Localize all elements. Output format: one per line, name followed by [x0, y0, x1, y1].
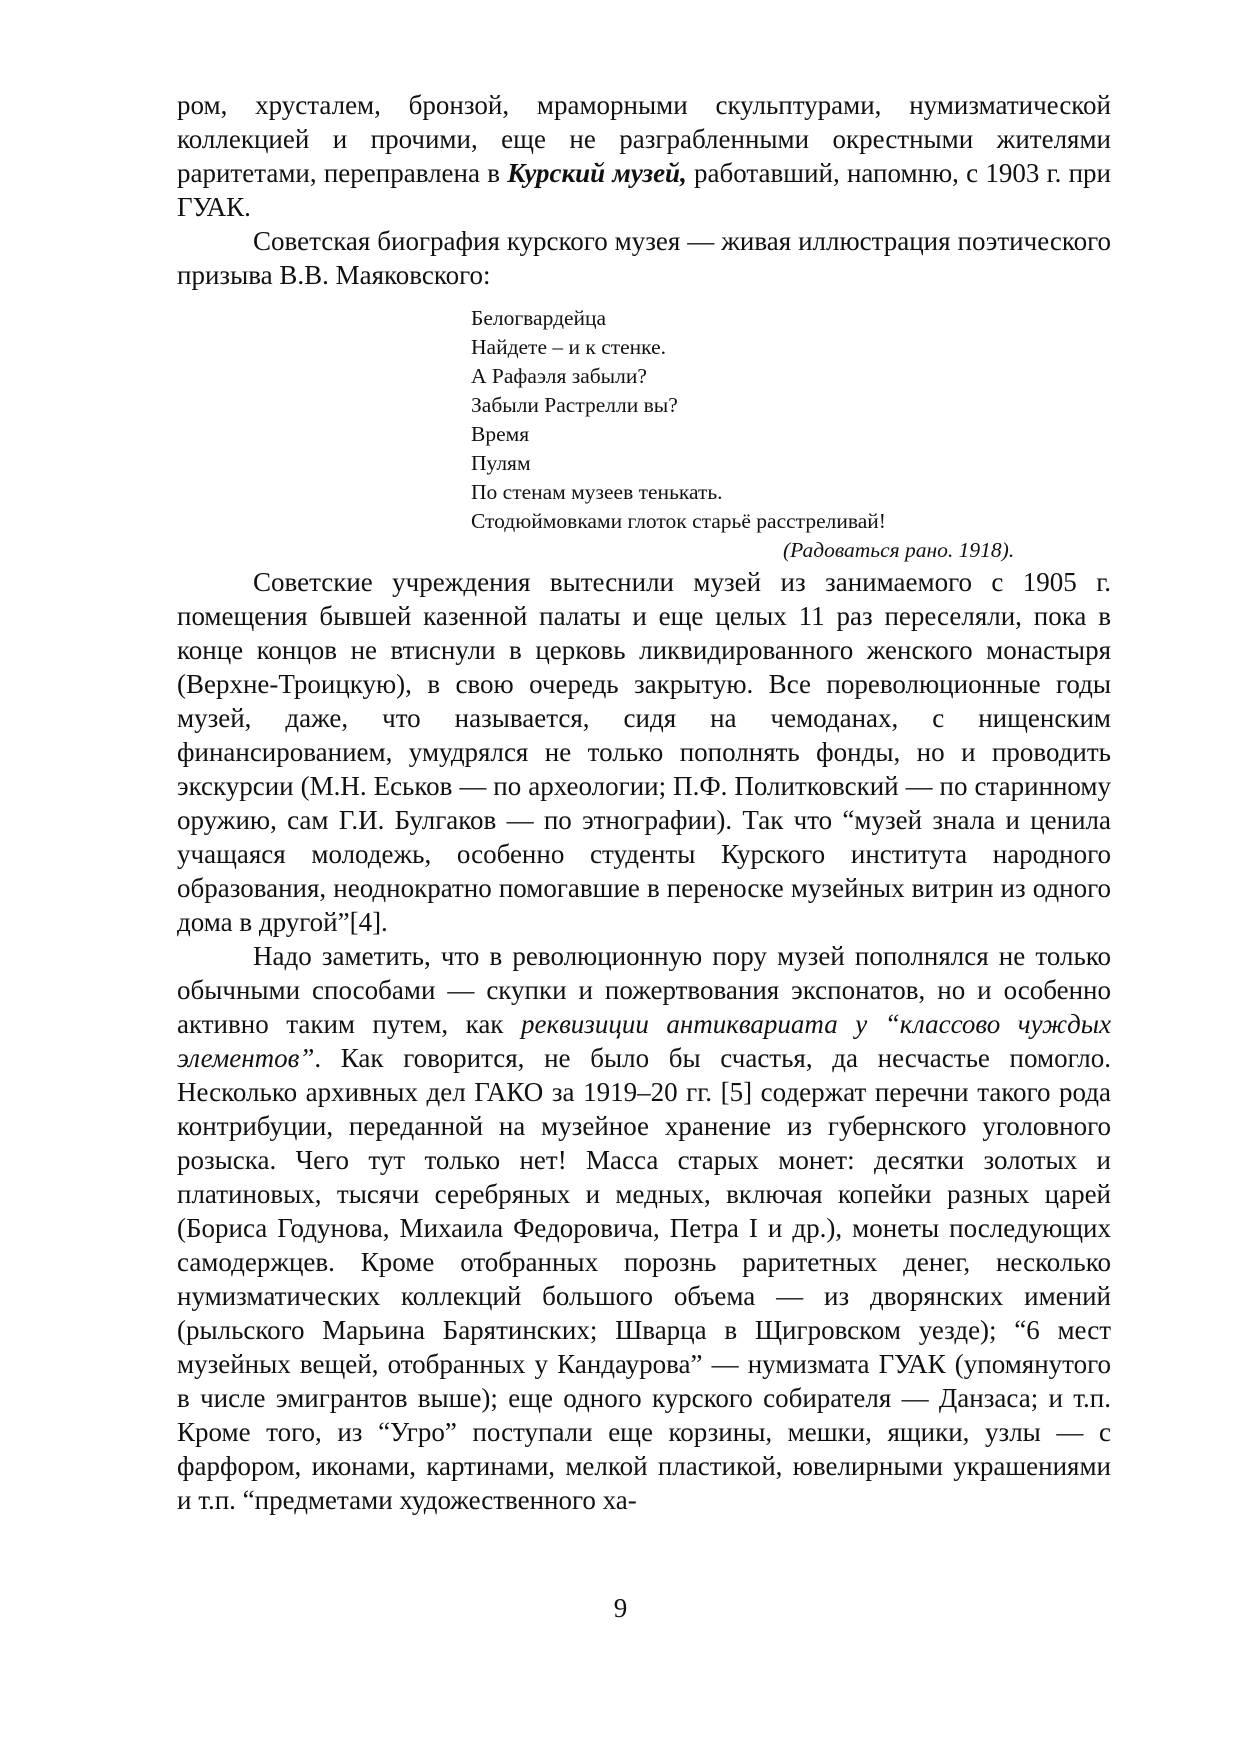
poem-line: А Рафаэля забыли?	[471, 364, 647, 388]
museum-name-emphasis: Курский музей,	[507, 158, 687, 188]
page-number: 9	[613, 1593, 628, 1623]
poem-line: По стенам музеев тенькать.	[471, 480, 723, 504]
poem-line: Найдете – и к стенке.	[471, 335, 667, 359]
poem-line: Пулям	[471, 451, 531, 475]
paragraph-4: Надо заметить, что в революционную пору музей пополнялся не только обычными способами — скупки и пожертвования экспонатов, но и особенно активно таким путем, как реквизиции антиквариата у “классово чуждых элементов”. Как говорится, не было бы счастья, да несчастье помогло. Несколько архивных дел ГАКО за 1919–20 гг. [5] содержат перечни такого рода контрибуции, переданной на музейное хранение из губернского уголовного розыска. Чего тут только нет! Масса старых монет: десятки золотых и платиновых, тысячи серебряных и медных, включая копейки разных царей (Бориса Годунова, Михаила Федоровича, Петра I и др.), монеты последующих самодержцев. Кроме отобранных порознь раритетных денег, несколько нумизматических коллекций большого объема — из дворянских имений (рыльского Марьина Барятинских; Шварца в Щигровском уезде); “6 мест музейных вещей, отобранных у Кандаурова” — нумизмата ГУАК (упомянутого в числе эмигрантов выше); еще одного курского собирателя — Данзаса; и т.п. Кроме того, из “Угро” поступали еще корзины, мешки, ящики, узлы — с фарфором, иконами, картинами, мелкой пластикой, ювелирными украшениями и т.п. “предметами художественного ха-	[177, 941, 1112, 1515]
paragraph-1: ром, хрусталем, бронзой, мраморными скульптурами, нумизматической коллекцией и прочими, еще не разграбленными окрестными жителями раритетами, переправлена в Курский музей, работавший, напомню, с 1903 г. при ГУАК.	[177, 90, 1112, 222]
paragraph-2: Советская биография курского музея — живая иллюстрация поэтического призыва В.В. Маяковского:	[177, 226, 1111, 290]
poem-line: Белогвардейца	[471, 306, 607, 330]
requisition-emphasis: реквизиции антиквариата у “классово чуждых элементов”	[177, 1009, 1112, 1073]
poem-line: Стодюймовками глоток старьё расстреливай!	[471, 509, 886, 533]
paragraph-3: Советские учреждения вытеснили музей из занимаемого с 1905 г. помещения бывшей казенной палаты и еще целых 11 раз переселяли, пока в конце концов не втиснули в церковь ликвидированного женского монастыря (Верхне-Троицкую), в свою очередь закрытую. Все пореволюционные годы музей, даже, что называется, сидя на чемоданах, с нищенским финансированием, умудрялся не только пополнять фонды, но и проводить экскурсии (М.Н. Еськов — по археологии; П.Ф. Политковский — по старинному оружию, сам Г.И. Булгаков — по этнографии). Так что “музей знала и ценила учащаяся молодежь, особенно студенты Курского института народного образования, неоднократно помогавшие в переноске музейных витрин из одного дома в другой”[4].	[177, 567, 1111, 937]
poem-line: Время	[471, 422, 530, 446]
text-column	[177, 88, 1111, 1517]
poem-source: (Радоваться рано. 1918).	[783, 538, 1015, 562]
poem-quote	[471, 304, 1111, 565]
poem-line: Забыли Растрелли вы?	[471, 393, 678, 417]
